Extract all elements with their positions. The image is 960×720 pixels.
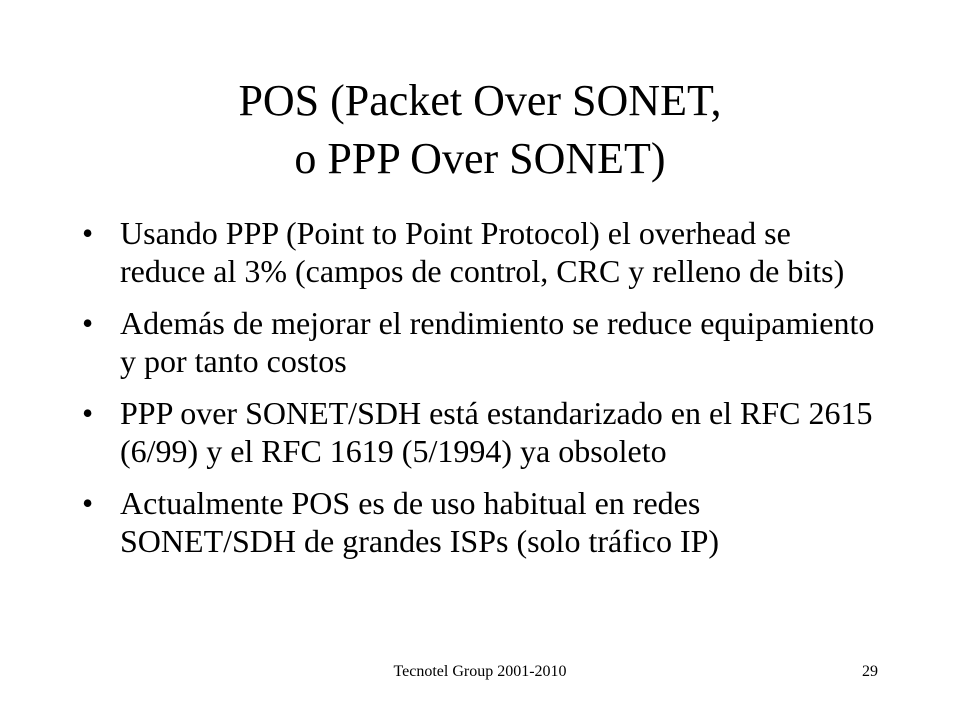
bullet-marker: • xyxy=(82,395,94,431)
bullet-text: PPP over SONET/SDH está estandarizado en el RFC 2615 (6/99) y el RFC 1619 (5/1994) ya obsoleto xyxy=(120,395,873,469)
slide-title-line-1: POS (Packet Over SONET, xyxy=(238,76,722,125)
bullet-item xyxy=(82,304,882,380)
bullet-text: Actualmente POS es de uso habitual en redes SONET/SDH de grandes ISPs (solo tráfico IP) xyxy=(120,485,720,559)
page-number: 29 xyxy=(862,663,878,680)
bullet-item xyxy=(82,484,882,560)
bullet-item xyxy=(82,214,882,290)
footer-text: Tecnotel Group 2001-2010 xyxy=(393,663,567,680)
bullet-marker: • xyxy=(82,305,94,341)
bullet-text: Además de mejorar el rendimiento se reduce equipamiento y por tanto costos xyxy=(120,305,875,379)
bullet-item xyxy=(82,394,882,470)
slide-title-line-2: o PPP Over SONET) xyxy=(294,134,666,183)
slide-title xyxy=(80,72,880,188)
bullet-marker: • xyxy=(82,215,94,251)
bullet-marker: • xyxy=(82,485,94,521)
bullet-list xyxy=(82,214,882,574)
bullet-text: Usando PPP (Point to Point Protocol) el overhead se reduce al 3% (campos de control, CRC y relleno de bits) xyxy=(120,215,845,289)
